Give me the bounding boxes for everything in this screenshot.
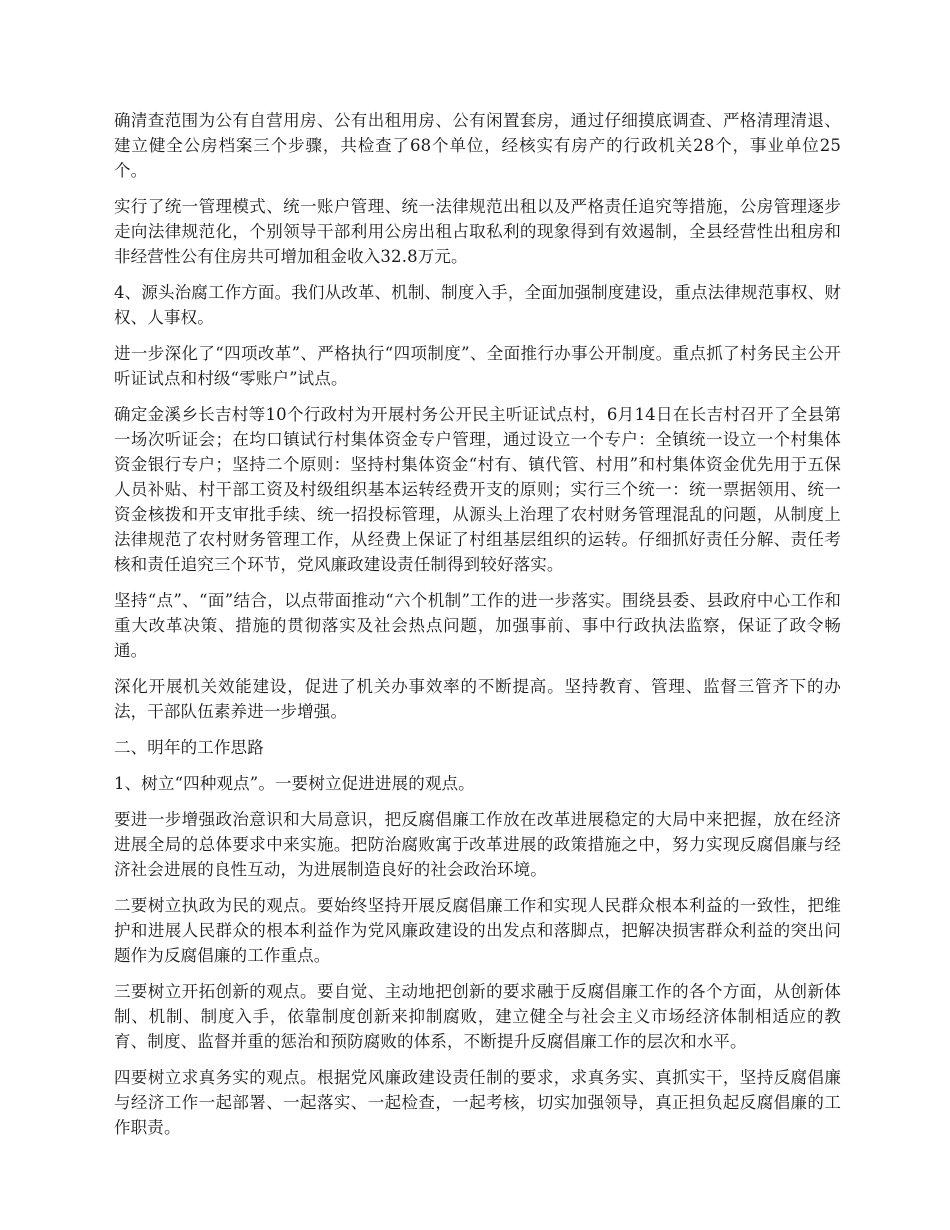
paragraph: 要进一步增强政治意识和大局意识，把反腐倡廉工作放在改革进展稳定的大局中来把握，放在经济进展全局的总体要求中来实施。把防治腐败寓于改革进展的政策措施之中，努力实现反腐倡廉与经济社会进展的良性互动，为进展制造良好的社会政治环境。 [114, 810, 841, 879]
paragraph: 确定金溪乡长吉村等10个行政村为开展村务公开民主听证试点村，6月14日在长吉村召开了全县第一场次听证会；在均口镇试行村集体资金专户管理，通过设立一个专户：全镇统一设立一个村集体资金银行专户；坚持二个原则：坚持村集体资金“村有、镇代管、村用”和村集体资金优先用于五保人员补贴、村干部工资及村级组织基本运转经费开支的原则；实行三个统一：统一票据领用、统一资金核拨和开支审批手续、统一招投标管理，从源头上治理了农村财务管理混乱的问题，从制度上法律规范了农村财务管理工作，从经费上保证了村组基层组织的运转。仔细抓好责任分解、责任考核和责任追究三个环节，党风廉政建设责任制得到较好落实。 [114, 405, 841, 574]
subsection-heading: 1、树立“四种观点”。一要树立促进进展的观点。 [114, 774, 475, 793]
section-heading: 二、明年的工作思路 [114, 738, 264, 757]
paragraph: 进一步深化了“四项改革”、严格执行“四项制度”、全面推行办事公开制度。重点抓了村务民主公开听证试点和村级“零账户”试点。 [114, 344, 841, 388]
paragraph: 二要树立执政为民的观点。要始终坚持开展反腐倡廉工作和实现人民群众根本利益的一致性，把维护和进展人民群众的根本利益作为党风廉政建设的出发点和落脚点，把解决损害群众利益的突出问题作为反腐倡廉的工作重点。 [114, 896, 841, 965]
paragraph: 三要树立开拓创新的观点。要自觉、主动地把创新的要求融于反腐倡廉工作的各个方面，从创新体制、机制、制度入手，依靠制度创新来抑制腐败，建立健全与社会主义市场经济体制相适应的教育、制度、监督并重的惩治和预防腐败的体系，不断提升反腐倡廉工作的层次和水平。 [114, 982, 841, 1051]
paragraph: 坚持“点”、“面”结合，以点带面推动“六个机制”工作的进一步落实。围绕县委、县政府中心工作和重大改革决策、措施的贯彻落实及社会热点问题，加强事前、事中行政执法监察，保证了政令畅通。 [114, 591, 841, 660]
paragraph: 确清查范围为公有自营用房、公有出租用房、公有闲置套房，通过仔细摸底调查、严格清理清退、建立健全公房档案三个步骤，共检查了68个单位，经核实有房产的行政机关28个，事业单位25个。 [114, 111, 841, 180]
paragraph: 四要树立求真务实的观点。根据党风廉政建设责任制的要求，求真务实、真抓实干，坚持反腐倡廉与经济工作一起部署、一起落实、一起检查，一起考核，切实加强领导，真正担负起反腐倡廉的工作职责。 [114, 1068, 841, 1137]
paragraph: 深化开展机关效能建设，促进了机关办事效率的不断提高。坚持教育、管理、监督三管齐下的办法，干部队伍素养进一步增强。 [114, 677, 841, 721]
paragraph: 实行了统一管理模式、统一账户管理、统一法律规范出租以及严格责任追究等措施，公房管理逐步走向法律规范化，个别领导干部利用公房出租占取私利的现象得到有效遏制，全县经营性出租房和非经营性公有住房共可增加租金收入32.8万元。 [114, 197, 841, 266]
paragraph: 4、源头治腐工作方面。我们从改革、机制、制度入手，全面加强制度建设，重点法律规范事权、财权、人事权。 [114, 283, 841, 327]
document-body [114, 108, 841, 1151]
